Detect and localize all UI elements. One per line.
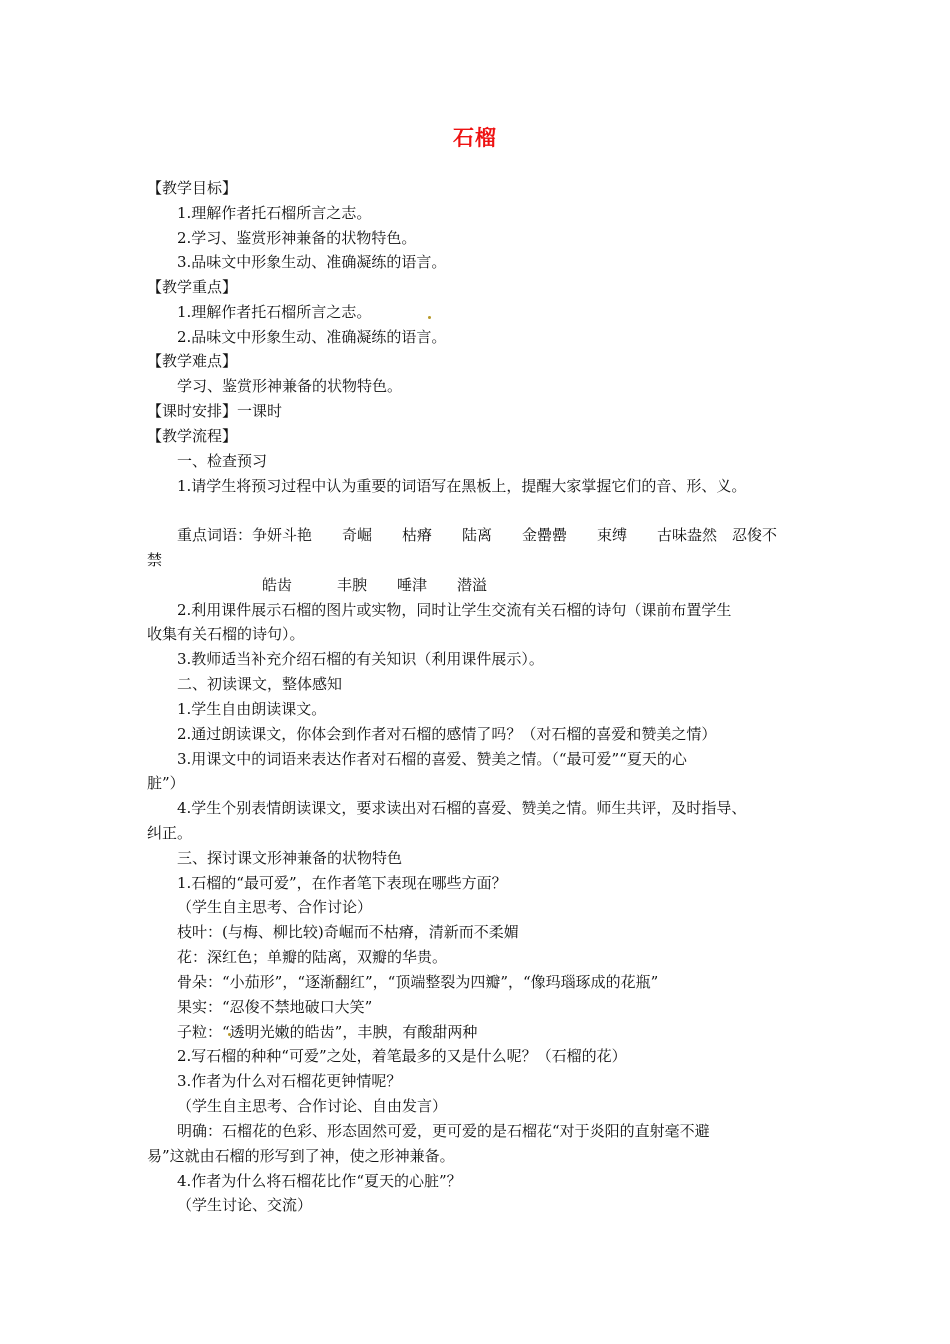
paragraph-line: 子粒：“透明光嫩的皓齿”，丰腴，有酸甜两种 bbox=[177, 1023, 478, 1041]
paragraph-line: 1.理解作者托石榴所言之志。 bbox=[177, 204, 372, 222]
paragraph-line: 2.通过朗读课文，你体会到作者对石榴的感情了吗？（对石榴的喜爱和赞美之情） bbox=[177, 725, 717, 743]
paragraph-line: 二、初读课文，整体感知 bbox=[177, 675, 343, 693]
paragraph-line: 4.作者为什么将石榴花比作“夏天的心脏”？ bbox=[177, 1172, 462, 1190]
paragraph-line: 3.用课文中的词语来表达作者对石榴的喜爱、赞美之情。（“最可爱”“夏天的心 bbox=[177, 750, 687, 768]
paragraph-line: 1.请学生将预习过程中认为重要的词语写在黑板上，提醒大家掌握它们的音、形、义。 bbox=[177, 477, 747, 495]
paragraph-line: 果实：“忍俊不禁地破口大笑” bbox=[177, 998, 373, 1016]
paragraph-line: 重点词语：争妍斗艳 奇崛 枯瘠 陆离 金罍罍 束缚 古味盎然 忍俊不 bbox=[177, 526, 778, 544]
paragraph-line: 1.石榴的“最可爱”，在作者笔下表现在哪些方面？ bbox=[177, 874, 507, 892]
paragraph-line: 2.学习、鉴赏形神兼备的状物特色。 bbox=[177, 229, 417, 247]
section-heading-schedule: 【课时安排】一课时 bbox=[147, 402, 283, 420]
paragraph-line: 学习、鉴赏形神兼备的状物特色。 bbox=[177, 377, 403, 395]
paragraph-line: 骨朵：“小茄形”，“逐渐翻红”，“顶端整裂为四瓣”，“像玛瑙琢成的花瓶” bbox=[177, 973, 659, 991]
stray-dot-mark bbox=[428, 316, 431, 319]
paragraph-line: 明确：石榴花的色彩、形态固然可爱，更可爱的是石榴花“对于炎阳的直射毫不避 bbox=[177, 1122, 710, 1140]
paragraph-line: （学生自主思考、合作讨论、自由发言） bbox=[177, 1097, 448, 1115]
paragraph-line: 花：深红色；单瓣的陆离，双瓣的华贵。 bbox=[177, 948, 448, 966]
section-heading-objectives: 【教学目标】 bbox=[147, 179, 238, 197]
paragraph-line: （学生讨论、交流） bbox=[177, 1196, 313, 1214]
section-heading-difficulties: 【教学难点】 bbox=[147, 352, 238, 370]
paragraph-line: 一、检查预习 bbox=[177, 452, 268, 470]
paragraph-line: 纠正。 bbox=[147, 824, 193, 842]
paragraph-line: 脏”） bbox=[147, 774, 185, 792]
paragraph-line: 枝叶：(与梅、柳比较)奇崛而不枯瘠，清新而不柔媚 bbox=[177, 923, 519, 941]
paragraph-line: 1.学生自由朗读课文。 bbox=[177, 700, 327, 718]
paragraph-line: 3.教师适当补充介绍石榴的有关知识（利用课件展示）。 bbox=[177, 650, 544, 668]
paragraph-line: 收集有关石榴的诗句）。 bbox=[147, 625, 305, 643]
paragraph-line: 3.作者为什么对石榴花更钟情呢？ bbox=[177, 1072, 402, 1090]
section-heading-process: 【教学流程】 bbox=[147, 427, 238, 445]
document-title: 石榴 bbox=[453, 126, 497, 150]
paragraph-line: 3.品味文中形象生动、准确凝练的语言。 bbox=[177, 253, 447, 271]
section-heading-keypoints: 【教学重点】 bbox=[147, 278, 238, 296]
paragraph-line: 易”这就由石榴的形写到了神，使之形神兼备。 bbox=[147, 1147, 455, 1165]
paragraph-line: 1.理解作者托石榴所言之志。 bbox=[177, 303, 372, 321]
paragraph-line: 禁 bbox=[147, 551, 163, 569]
paragraph-line: 皓齿 丰腴 唾津 潜溢 bbox=[262, 576, 488, 594]
paragraph-line: 2.品味文中形象生动、准确凝练的语言。 bbox=[177, 328, 447, 346]
paragraph-line: 2.利用课件展示石榴的图片或实物，同时让学生交流有关石榴的诗句（课前布置学生 bbox=[177, 601, 732, 619]
paragraph-line: 4.学生个别表情朗读课文，要求读出对石榴的喜爱、赞美之情。师生共评，及时指导、 bbox=[177, 799, 747, 817]
paragraph-line: 三、探讨课文形神兼备的状物特色 bbox=[177, 849, 403, 867]
paragraph-line: 2.写石榴的种种“可爱”之处，着笔最多的又是什么呢？（石榴的花） bbox=[177, 1047, 627, 1065]
paragraph-line: （学生自主思考、合作讨论） bbox=[177, 898, 373, 916]
